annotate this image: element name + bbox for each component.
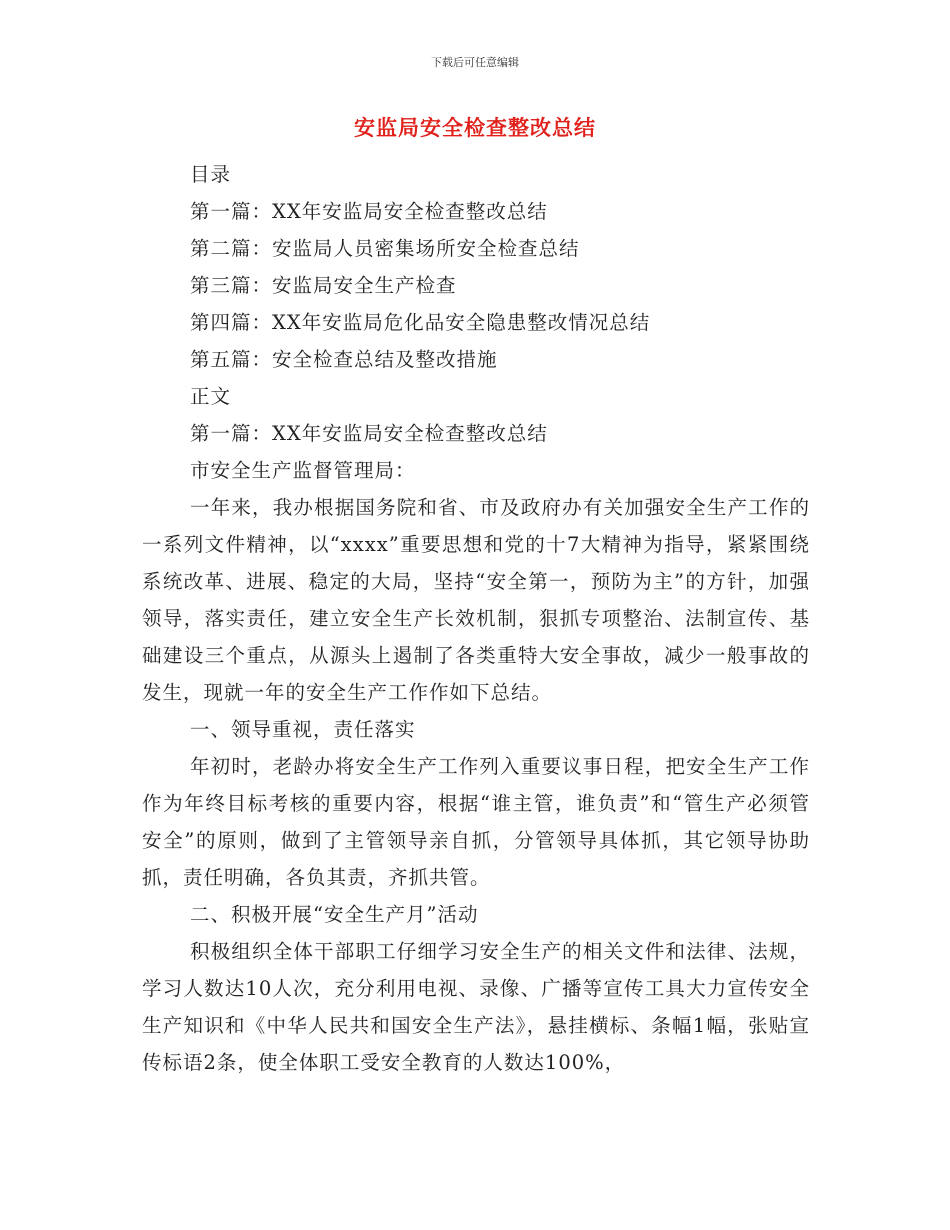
- toc-item: 第二篇：安监局人员密集场所安全检查总结: [190, 237, 580, 260]
- section-paragraph: 年初时，老龄办将安全生产工作列入重要议事日程，把安全生产工作作为年终目标考核的重要内容，根据“谁主管，谁负责”和“管生产必须管安全”的原则，做到了主管领导亲自抓，分管领导具体抓，其它领导协助抓，责任明确，各负其责，齐抓共管。: [142, 755, 810, 889]
- addressee: 市安全生产监督管理局：: [190, 459, 416, 482]
- toc-heading: 目录: [190, 163, 232, 186]
- toc-item: 第四篇：XX年安监局危化品安全隐患整改情况总结: [190, 311, 651, 334]
- part-title: 第一篇：XX年安监局安全检查整改总结: [190, 422, 548, 445]
- toc-item: 第五篇：安全检查总结及整改措施: [190, 348, 498, 371]
- toc-item: 第一篇：XX年安监局安全检查整改总结: [190, 200, 548, 223]
- header-note: 下载后可任意编辑: [431, 56, 519, 69]
- body-heading: 正文: [190, 385, 232, 408]
- section-heading: 一、领导重视，责任落实: [190, 718, 416, 741]
- toc-item: 第三篇：安监局安全生产检查: [190, 274, 457, 297]
- document-body: [142, 156, 810, 1081]
- section-paragraph: 积极组织全体干部职工仔细学习安全生产的相关文件和法律、法规，学习人数达10人次，充分利用电视、录像、广播等宣传工具大力宣传安全生产知识和《中华人民共和国安全生产法》，悬挂横标、条幅1幅，张贴宣传标语2条，使全体职工受安全教育的人数达100%，: [142, 940, 810, 1074]
- intro-paragraph: 一年来，我办根据国务院和省、市及政府办有关加强安全生产工作的一系列文件精神，以“xxxx”重要思想和党的十7大精神为指导，紧紧围绕系统改革、进展、稳定的大局，坚持“安全第一，预防为主”的方针，加强领导，落实责任，建立安全生产长效机制，狠抓专项整治、法制宣传、基础建设三个重点，从源头上遏制了各类重特大安全事故，减少一般事故的发生，现就一年的安全生产工作作如下总结。: [142, 496, 810, 704]
- section-heading: 二、积极开展“安全生产月”活动: [190, 903, 479, 926]
- document-title: 安监局安全检查整改总结: [354, 115, 596, 140]
